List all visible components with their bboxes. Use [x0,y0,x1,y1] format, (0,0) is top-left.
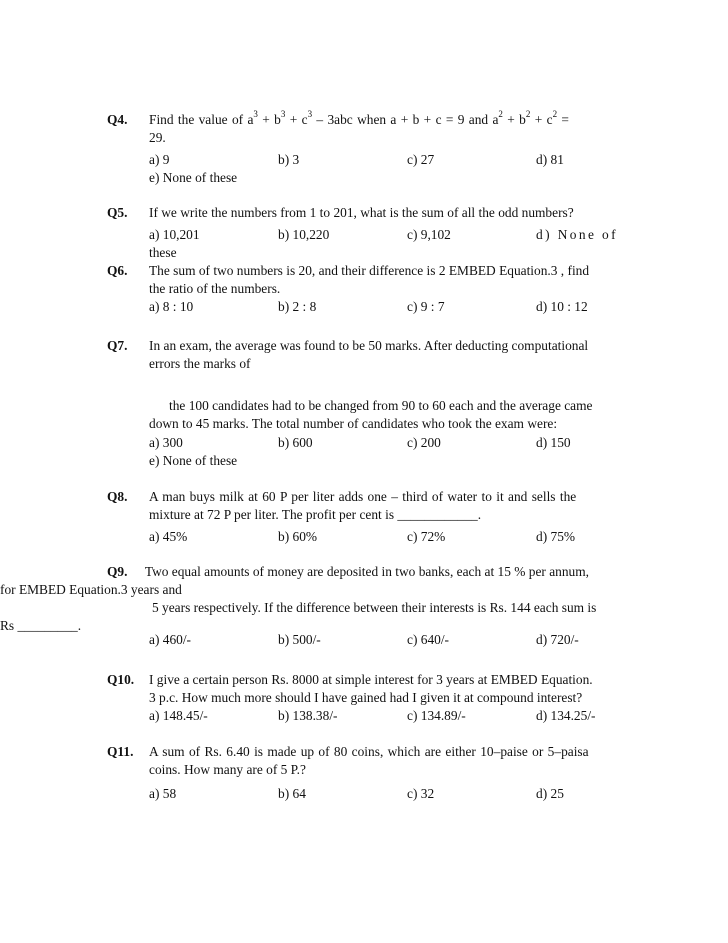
option-d[interactable]: d) 10 : 12 [536,299,588,314]
option-row [149,151,621,169]
option-row [149,631,621,649]
question-text-cont: errors the marks of [149,356,251,371]
question-text-cont: coins. How many are of 5 P.? [149,762,306,777]
option-row [149,528,621,546]
question-number: Q4. [107,112,128,127]
question-text-cont: mixture at 72 P per liter. The profit per cent is ____________. [149,507,482,522]
option-a[interactable]: a) 460/- [149,632,192,647]
option-d[interactable]: d) 134.25/- [536,708,596,723]
question-text: A man buys milk at 60 P per liter adds one – third of water to it and sells the [149,489,577,504]
option-c[interactable]: c) 9,102 [407,227,451,242]
option-a[interactable]: a) 58 [149,786,177,801]
option-d[interactable]: d) 25 [536,786,564,801]
question-q7 [107,337,621,470]
question-text: Find the value of $a^3 + b^3 + c^3 - 3abc$ when a + b + c = 9 and $a^2 + b^2 + c^2$ = [149,109,569,127]
question-text: A sum of Rs. 6.40 is made up of 80 coins, which are either 10–paise or 5–paisa [149,744,589,759]
question-text: The sum of two numbers is 20, and their difference is 2 EMBED Equation.3 , find [149,263,590,278]
option-c[interactable]: c) 200 [407,435,441,450]
question-q5 [107,204,621,262]
question-q9 [0,563,621,649]
question-q6 [107,262,621,316]
option-d[interactable]: d) 150 [536,435,571,450]
option-c[interactable]: c) 640/- [407,632,450,647]
option-a[interactable]: a) 10,201 [149,227,200,242]
question-number: Q6. [107,263,128,278]
question-text-cont: the ratio of the numbers. [149,281,281,296]
question-number: Q10. [107,672,135,687]
question-number: Q11. [107,744,134,759]
question-text-cont: down to 45 marks. The total number of candidates who took the exam were: [149,416,558,431]
question-text-cont: 3 p.c. How much more should I have gained had I given it at compound interest? [149,690,583,705]
option-b[interactable]: b) 3 [278,152,300,167]
option-b[interactable]: b) 138.38/- [278,708,338,723]
option-c[interactable]: c) 134.89/- [407,708,466,723]
question-q4 [107,111,621,187]
question-text: In an exam, the average was found to be 50 marks. After deducting computational [149,338,589,353]
option-b[interactable]: b) 10,220 [278,227,330,242]
question-text-cont: Rs _________. [0,618,82,633]
question-number: Q7. [107,338,128,353]
option-a[interactable]: a) 8 : 10 [149,299,194,314]
option-c[interactable]: c) 72% [407,529,446,544]
option-row [149,785,621,803]
option-d[interactable]: d) None of [536,227,619,242]
option-d[interactable]: d) 75% [536,529,576,544]
question-q11 [107,743,621,803]
question-text: I give a certain person Rs. 8000 at simple interest for 3 years at EMBED Equation. [149,672,593,687]
option-a[interactable]: a) 45% [149,529,188,544]
option-b[interactable]: b) 600 [278,435,313,450]
option-d-cont: these [149,245,177,260]
question-number: Q9. [107,564,128,579]
question-number: Q8. [107,489,128,504]
option-e[interactable]: e) None of these [149,453,238,468]
option-row [149,707,621,725]
option-d[interactable]: d) 720/- [536,632,579,647]
option-c[interactable]: c) 9 : 7 [407,299,445,314]
option-c[interactable]: c) 27 [407,152,435,167]
option-a[interactable]: a) 148.45/- [149,708,208,723]
question-text-cont: the 100 candidates had to be changed from 90 to 60 each and the average came [169,398,593,413]
option-a[interactable]: a) 9 [149,152,170,167]
option-d[interactable]: d) 81 [536,152,564,167]
question-text-cont: 29. [149,130,166,145]
option-b[interactable]: b) 64 [278,786,306,801]
option-a[interactable]: a) 300 [149,435,183,450]
question-text: If we write the numbers from 1 to 201, what is the sum of all the odd numbers? [149,205,574,220]
question-q8 [107,488,621,546]
option-row [149,226,621,244]
option-e[interactable]: e) None of these [149,170,238,185]
question-text-cont: 5 years respectively. If the difference between their interests is Rs. 144 each sum is [152,600,597,615]
question-number: Q5. [107,205,128,220]
option-b[interactable]: b) 2 : 8 [278,299,317,314]
option-c[interactable]: c) 32 [407,786,435,801]
question-text: Q9. Two equal amounts of money are deposited in two banks, each at 15 % per annum, [107,564,590,579]
option-b[interactable]: b) 500/- [278,632,321,647]
question-text-cont: for EMBED Equation.3 years and [0,582,182,597]
option-b[interactable]: b) 60% [278,529,318,544]
option-row [149,298,621,316]
option-row [149,434,621,452]
question-q10 [107,671,621,725]
